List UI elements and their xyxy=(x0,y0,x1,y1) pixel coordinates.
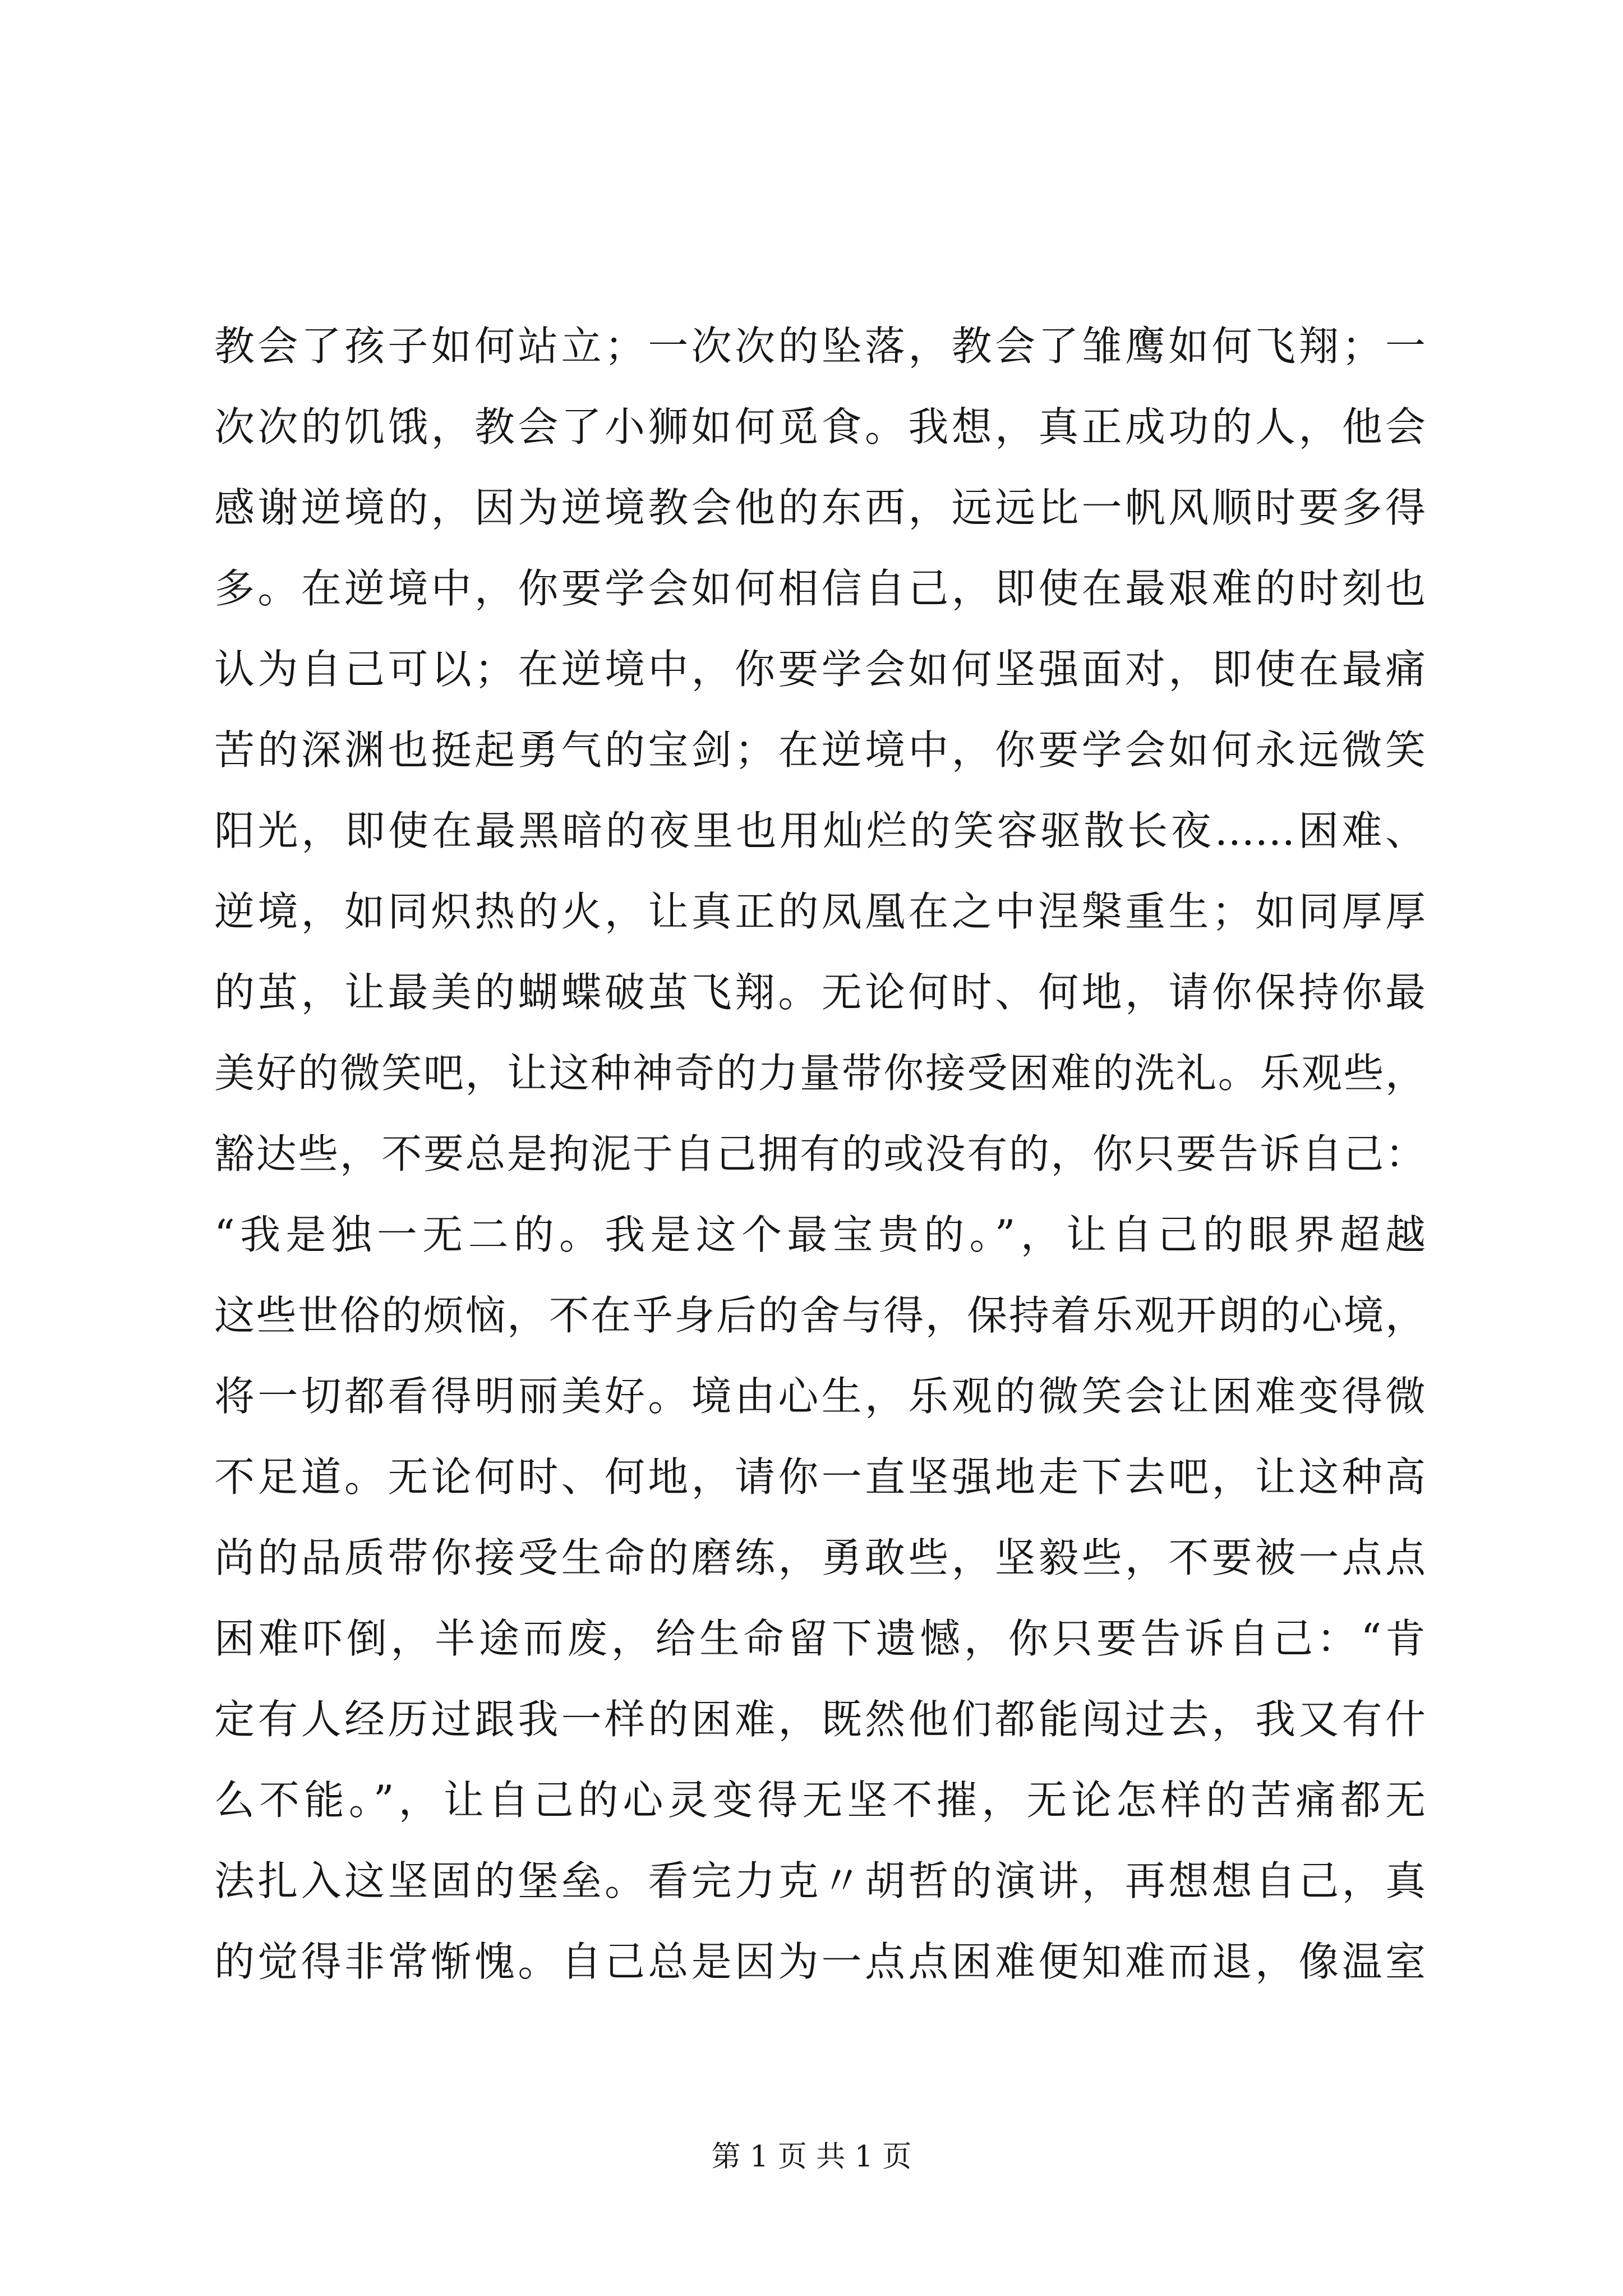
page-footer xyxy=(0,2137,1623,2177)
text-line: 不足道。无论何时、何地，请你一直坚强地走下去吧，让这种高 xyxy=(214,1453,1426,1501)
text-line: 美好的微笑吧，让这种神奇的力量带你接受困难的洗礼。乐观些， xyxy=(214,1050,1426,1097)
text-line: 次次的饥饿，教会了小狮如何觅食。我想，真正成功的人，他会 xyxy=(214,403,1426,450)
text-line: 法扎入这坚固的堡垒。看完力克〃胡哲的演讲，再想想自己，真 xyxy=(214,1857,1426,1904)
text-line: 阳光，即使在最黑暗的夜里也用灿烂的笑容驱散长夜……困难、 xyxy=(214,807,1426,854)
page-number-label: 第 1 页 共 1 页 xyxy=(711,2140,912,2174)
text-line: 尚的品质带你接受生命的磨练，勇敢些，坚毅些，不要被一点点 xyxy=(214,1534,1426,1581)
text-line: 苦的深渊也挺起勇气的宝剑；在逆境中，你要学会如何永远微笑 xyxy=(214,726,1426,774)
text-line: 定有人经历过跟我一样的困难，既然他们都能闯过去，我又有什 xyxy=(214,1696,1426,1743)
text-line: “我是独一无二的。我是这个最宝贵的。”，让自己的眼界超越 xyxy=(214,1211,1426,1258)
text-line: 么不能。”，让自己的心灵变得无坚不摧，无论怎样的苦痛都无 xyxy=(214,1777,1426,1824)
text-line: 将一切都看得明丽美好。境由心生，乐观的微笑会让困难变得微 xyxy=(214,1373,1426,1420)
text-line: 的觉得非常惭愧。自己总是因为一点点困难便知难而退，像温室 xyxy=(214,1938,1426,1985)
text-line: 逆境，如同炽热的火，让真正的凤凰在之中涅槃重生；如同厚厚 xyxy=(214,888,1426,935)
text-line: 认为自己可以；在逆境中，你要学会如何坚强面对，即使在最痛 xyxy=(214,646,1426,693)
text-line: 困难吓倒，半途而废，给生命留下遗憾，你只要告诉自己：“肯 xyxy=(214,1615,1426,1662)
text-line: 的茧，让最美的蝴蝶破茧飞翔。无论何时、何地，请你保持你最 xyxy=(214,969,1426,1016)
body-paragraph xyxy=(214,306,1426,2002)
text-line: 感谢逆境的，因为逆境教会他的东西，远远比一帆风顺时要多得 xyxy=(214,484,1426,531)
text-line: 豁达些，不要总是拘泥于自己拥有的或没有的，你只要告诉自己： xyxy=(214,1130,1426,1177)
text-line: 多。在逆境中，你要学会如何相信自己，即使在最艰难的时刻也 xyxy=(214,565,1426,612)
text-line: 这些世俗的烦恼，不在乎身后的舍与得，保持着乐观开朗的心境， xyxy=(214,1292,1426,1339)
text-line: 教会了孩子如何站立；一次次的坠落，教会了雏鹰如何飞翔；一 xyxy=(214,323,1426,370)
